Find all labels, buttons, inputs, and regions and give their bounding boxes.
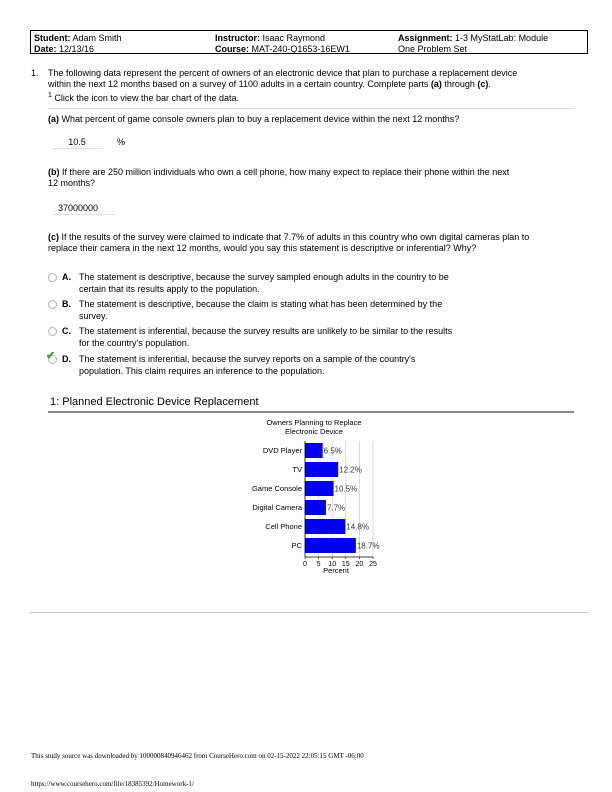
question-number: 1. bbox=[31, 68, 39, 78]
bar-cell-phone bbox=[305, 519, 345, 534]
part-c-prompt: (c) If the results of the survey were claimed to indicate that 7.7% of adults in this country who own digital cameras plan to replace their camera in the next 12 months, would you say this statement is descriptive or inferential? Why? bbox=[48, 232, 530, 253]
bar-chart bbox=[230, 414, 400, 579]
part-a-prompt: (a) What percent of game console owners plan to buy a replacement device within the next 12 months? bbox=[48, 114, 460, 124]
student-label: Student: bbox=[34, 33, 71, 43]
bar-dvd-player bbox=[305, 443, 323, 458]
data-label: 6.5% bbox=[323, 446, 342, 456]
x-tick-label: 0 bbox=[303, 561, 307, 568]
data-label: 18.7% bbox=[356, 541, 380, 551]
chart-footnote-link[interactable]: 1 bbox=[48, 92, 52, 99]
course-label: Course: bbox=[215, 43, 250, 54]
radio-option-a[interactable] bbox=[48, 273, 57, 282]
category-label: PC bbox=[291, 541, 302, 550]
question-prompt bbox=[48, 68, 568, 104]
chart-title-line1: Owners Planning to Replace bbox=[266, 418, 362, 427]
header-assignment-col bbox=[398, 33, 548, 54]
instructor-name: Isaac Raymond bbox=[262, 33, 326, 43]
assignment-value: 1-3 MyStatLab: Module bbox=[455, 33, 549, 43]
source-url[interactable]: https://www.coursehero.com/file/18385392/Homework-1/ bbox=[31, 780, 194, 788]
question-line3: $^1$ Click the icon to view the bar chart of the data. bbox=[48, 92, 240, 103]
radio-option-c[interactable] bbox=[48, 327, 57, 336]
divider bbox=[48, 108, 574, 109]
header-student-col bbox=[34, 33, 122, 54]
header-instructor-col bbox=[215, 33, 350, 54]
data-label: 14.8% bbox=[346, 522, 369, 532]
x-tick-label: 15 bbox=[341, 561, 350, 568]
x-axis-label: Percent bbox=[323, 566, 349, 575]
radio-option-b[interactable] bbox=[48, 300, 57, 309]
category-label: Cell Phone bbox=[265, 522, 302, 531]
assignment-label: Assignment: bbox=[398, 33, 453, 43]
chart-title-line2: Electronic Device bbox=[285, 427, 343, 436]
bar-pc bbox=[305, 538, 356, 553]
page-divider bbox=[30, 612, 588, 613]
bar-digital-camera bbox=[305, 500, 326, 515]
bar-tv bbox=[305, 462, 338, 477]
data-label: 7.7% bbox=[326, 503, 346, 513]
percent-unit: % bbox=[117, 137, 126, 147]
category-label: TV bbox=[292, 465, 302, 474]
date-label: Date: bbox=[34, 43, 57, 54]
bar-game-console bbox=[305, 481, 334, 496]
figure-title: 1: Planned Electronic Device Replacement bbox=[50, 396, 259, 408]
figure-divider bbox=[48, 411, 574, 413]
download-notice: This study source was downloaded by 100000840946462 from CourseHero.com on 02-15-2022 22:05:15 GMT -06:00 bbox=[31, 752, 364, 760]
category-label: Digital Camera bbox=[252, 503, 302, 512]
date-value: 12/13/16 bbox=[59, 43, 95, 54]
part-a-answer-field[interactable]: 10.5 bbox=[52, 136, 102, 149]
x-tick-label: 5 bbox=[316, 561, 321, 568]
x-tick-label: 20 bbox=[355, 561, 364, 568]
x-tick-label: 10 bbox=[328, 561, 337, 568]
student-name: Adam Smith bbox=[72, 33, 122, 43]
x-tick-label: 25 bbox=[369, 561, 377, 568]
course-value: MAT-240-Q1653-16EW1 bbox=[251, 43, 350, 54]
data-label: 10.5% bbox=[334, 484, 358, 494]
data-label: 12.2% bbox=[339, 465, 362, 475]
question-line2: within the next 12 months based on a survey of 1100 adults in a certain country. Complete parts (a) through (c). bbox=[48, 79, 491, 89]
part-b-prompt: (b) If there are 250 million individuals who own a cell phone, how many expect to replace their phone within the next 12 months? bbox=[48, 167, 510, 188]
assignment-header bbox=[30, 30, 588, 54]
checkmark-icon: ✔ bbox=[46, 350, 56, 362]
assignment-value-line2: One Problem Set bbox=[398, 43, 468, 54]
category-label: DVD Player bbox=[262, 446, 302, 455]
category-label: Game Console bbox=[251, 484, 302, 493]
question-line1: The following data represent the percent of owners of an electronic device that plan to purchase a replacement device bbox=[48, 68, 518, 78]
instructor-label: Instructor: bbox=[215, 33, 260, 43]
part-b-answer-field[interactable]: 37000000 bbox=[52, 202, 116, 215]
